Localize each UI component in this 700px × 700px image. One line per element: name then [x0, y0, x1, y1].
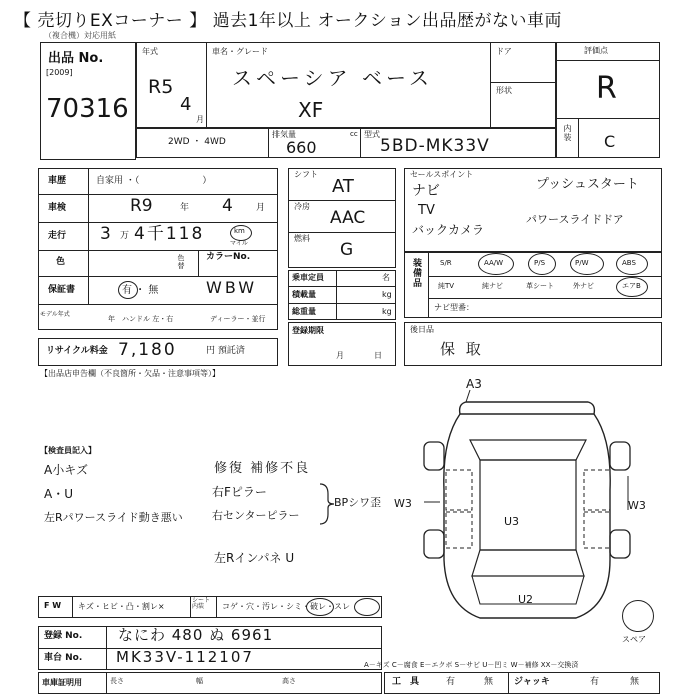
- shift-label: シフト: [294, 170, 318, 179]
- recycle-label: リサイクル料金: [46, 346, 108, 356]
- reg-cert-height: 高さ: [282, 677, 296, 685]
- grade-value: R: [596, 71, 617, 106]
- equip-airbag: エアB: [622, 282, 641, 290]
- equip-airbag-circle: [616, 277, 648, 297]
- lot-label: 出品 No.: [48, 51, 104, 66]
- equip-leather: 革シート: [526, 282, 554, 290]
- inspector-l3: 左Rパワースライド動き悪い: [44, 511, 183, 524]
- equip-tv: 純TV: [438, 282, 455, 290]
- reg-date-day-unit: 日: [374, 351, 382, 360]
- mileage-unit-mile: マイル: [230, 240, 248, 247]
- door-label: ドア: [496, 47, 512, 56]
- fw-interior-label: シート内装: [192, 597, 211, 610]
- equip-pw: P/W: [575, 259, 589, 267]
- sales-l1b: プッシュスタート: [536, 177, 639, 192]
- diagram-a3: A3: [466, 377, 482, 391]
- jack-none: 無: [630, 677, 640, 687]
- warranty-label: 保証書: [48, 285, 76, 295]
- banner: 【 売切りEXコーナー 】 過去1年以上 オークション出品歴がない車両: [14, 11, 562, 31]
- displacement-value: 660: [286, 138, 317, 157]
- inspector-r1: 修復 補修不良: [214, 461, 311, 476]
- diagram-u3: U3: [504, 515, 520, 528]
- recycle-unit: 円 預託済: [206, 346, 245, 356]
- equip-abs-circle: [616, 253, 648, 275]
- equip-navi: 純ナビ: [482, 282, 503, 290]
- mileage-man-value: 3: [100, 224, 111, 244]
- details-block: [38, 168, 278, 330]
- model-label: 車名・グレード: [212, 47, 268, 56]
- color-code-label: カラーNo.: [206, 252, 251, 262]
- year-value: R5: [148, 76, 174, 98]
- spare-circle: [622, 600, 654, 632]
- model-year-unit: 年: [108, 315, 115, 323]
- fw-interior-items: コゲ・穴・汚レ・シミ・破レ・スレ: [222, 602, 350, 611]
- load-unit: kg: [382, 290, 392, 299]
- inspector-l2: A・U: [44, 487, 73, 501]
- later-value: 保 取: [440, 340, 484, 358]
- jack-has: 有: [590, 677, 600, 687]
- year-label: 年式: [142, 47, 158, 56]
- weight-label: 総重量: [292, 307, 316, 316]
- tools-none: 無: [484, 677, 494, 687]
- load-label: 積載量: [292, 290, 316, 299]
- cert-row: [38, 672, 382, 694]
- sales-l3a: バックカメラ: [412, 223, 485, 237]
- displacement-label: 排気量: [272, 130, 296, 139]
- recycle-value: 7,180: [118, 340, 177, 360]
- inspector-bp: BPシワ歪: [334, 496, 382, 509]
- fw-items: キズ・ヒビ・凸・割レ×: [78, 602, 165, 611]
- registration-label: 登録 No.: [44, 631, 83, 641]
- equip-aaw-circle: [478, 253, 514, 275]
- inspector-l1: A小キズ: [44, 463, 88, 477]
- lot-sub: [2009]: [46, 68, 73, 77]
- damage-legend: A－キズ C－腐食 E－エクボ S－サビ U－凹ミ W－補修 XX－交換済: [364, 661, 579, 669]
- sales-l1a: ナビ: [412, 183, 440, 199]
- ac-label: 冷房: [294, 202, 310, 211]
- type-label: 型式: [364, 130, 380, 139]
- equip-pw-circle: [570, 253, 604, 275]
- year-month: 4: [180, 94, 192, 115]
- fuel-value: G: [340, 240, 354, 260]
- chassis-value: MK33V-112107: [116, 648, 254, 666]
- fw-stain-circle: [306, 598, 334, 616]
- inspector-r2: 右Fピラー: [212, 485, 267, 499]
- weight-unit: kg: [382, 307, 392, 316]
- inspection-year-unit: 年: [180, 203, 190, 213]
- mileage-value: 4千118: [134, 224, 205, 244]
- mileage-man-unit: 万: [120, 231, 130, 241]
- equip-ps: P/S: [534, 259, 546, 267]
- reg-cert-width: 幅: [196, 677, 203, 685]
- inspector-r3: 右センターピラー: [212, 509, 300, 522]
- equip-ext-navi: 外ナビ: [573, 282, 594, 290]
- capacity-label: 乗車定員: [292, 273, 324, 282]
- reg-date-label: 登録期限: [292, 326, 324, 335]
- sales-label: セールスポイント: [410, 170, 474, 179]
- model-name: スペーシア ベース: [232, 66, 433, 90]
- inspection-label: 車検: [48, 203, 67, 213]
- handle-options: ハンドル 左・右: [122, 315, 174, 323]
- registration-value: なにわ 480 ぬ 6961: [118, 626, 274, 644]
- later-label: 後日品: [410, 325, 434, 334]
- model-grade: XF: [298, 98, 324, 122]
- inspector-brace: [318, 482, 336, 526]
- top-note: （複合機）対応用紙: [44, 31, 116, 40]
- tools-has: 有: [446, 677, 456, 687]
- reg-cert-label: 車庫証明用: [42, 678, 82, 687]
- history-value: 自家用 ・（ ）: [96, 176, 212, 186]
- inspection-year: R9: [130, 196, 153, 216]
- year-month-unit: 月: [196, 115, 204, 124]
- equipment-label: 装備品: [411, 258, 421, 288]
- door-shape-label: 形状: [496, 86, 512, 95]
- spare-label: スペア: [622, 635, 646, 644]
- model-year-label: モデル年式: [40, 311, 70, 318]
- sales-l3b: パワースライドドア: [526, 213, 624, 226]
- color-change-label: 色替: [177, 254, 185, 270]
- jack-label: ジャッキ: [514, 677, 550, 687]
- interior-value: C: [604, 132, 616, 151]
- displacement-unit: cc: [350, 130, 358, 138]
- color-code: WBW: [206, 278, 258, 297]
- mileage-unit-km: km: [234, 227, 245, 235]
- equip-sr: S/R: [440, 259, 452, 267]
- diagram-w3-left: W3: [394, 497, 412, 510]
- inspection-month-unit: 月: [256, 203, 266, 213]
- reg-cert-length: 長さ: [110, 677, 124, 685]
- color-label: 色: [56, 257, 66, 267]
- warranty-options: 有 ・ 無: [122, 285, 159, 296]
- fuel-label: 燃料: [294, 234, 310, 243]
- tools-label: 工 具: [392, 677, 420, 687]
- chassis-label: 車台 No.: [44, 653, 83, 663]
- fw-label: F W: [44, 601, 62, 610]
- shift-value: AT: [332, 176, 354, 197]
- interior-label: 内装: [563, 124, 572, 142]
- inspector-label: 【検査員記入】: [40, 446, 96, 455]
- grade-label: 評価点: [584, 46, 608, 55]
- inspector-r4: 左Rインパネ U: [214, 551, 295, 565]
- diagram-u2: U2: [518, 593, 534, 606]
- dealer-options: ディーラー・並行: [210, 315, 266, 323]
- ac-value: AAC: [330, 208, 366, 228]
- capacity-unit: 名: [382, 273, 390, 282]
- fw-wear-circle: [354, 598, 380, 616]
- equip-ps-circle: [528, 253, 556, 275]
- navi-model-label: ナビ型番：: [434, 303, 474, 312]
- seller-notes-label: 【出品店申告欄（不良箇所・欠品・注意事項等）】: [40, 369, 220, 378]
- reg-date-month-unit: 月: [336, 351, 344, 360]
- sales-l2: TV: [418, 203, 435, 218]
- equip-aaw: AA/W: [484, 259, 504, 267]
- diagram-w3-right: W3: [628, 499, 646, 512]
- lot-number: 70316: [46, 94, 129, 124]
- inspection-month: 4: [222, 196, 233, 216]
- type-value: 5BD-MK33V: [380, 136, 490, 156]
- drive-options: 2WD ・ 4WD: [168, 137, 226, 147]
- equip-abs: ABS: [622, 259, 636, 267]
- mileage-label: 走行: [48, 231, 67, 241]
- history-label: 車歴: [48, 176, 67, 186]
